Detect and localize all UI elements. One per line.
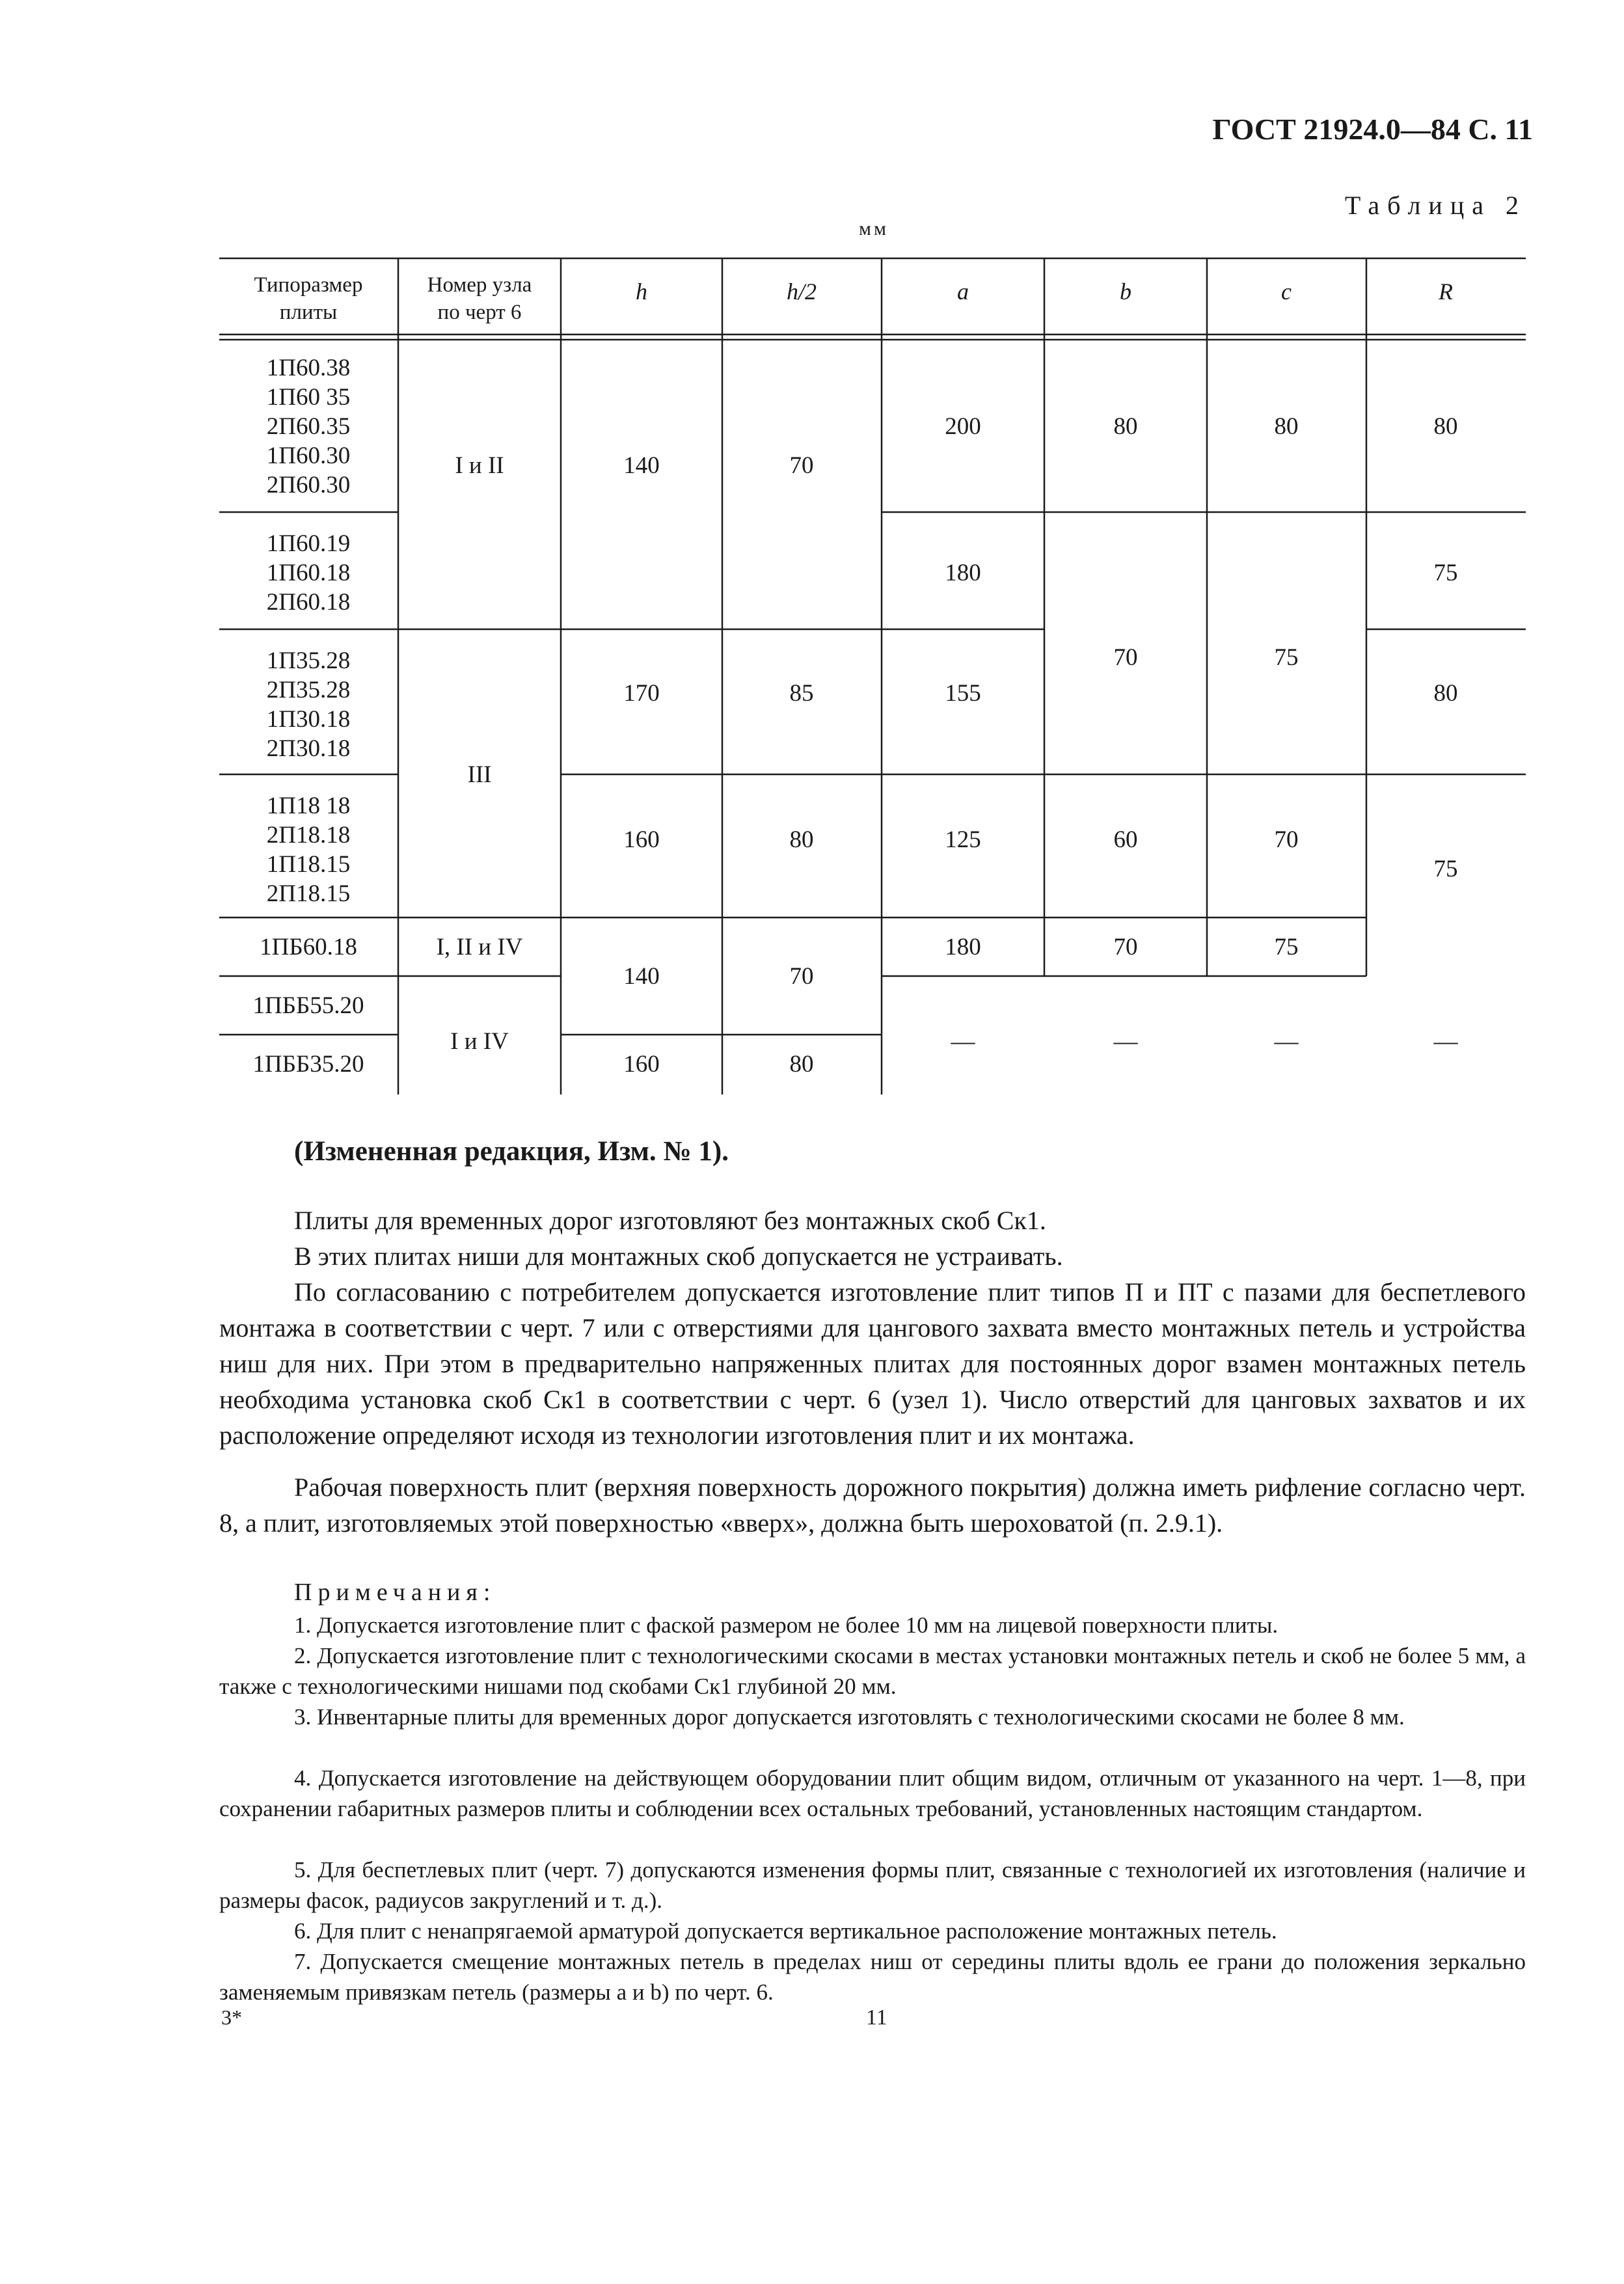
note-item: 5. Для беспетлевых плит (черт. 7) допускаются изменения формы плит, связанные с технологией их изготовления (наличие и размеры фасок, радиусов закруглений и т. д.). (219, 1857, 1526, 1913)
size-cell: 1П60.19 (266, 530, 351, 557)
size-cell: 1П30.18 (266, 706, 351, 733)
node-cell: III (467, 761, 492, 788)
header-col-a: a (957, 279, 969, 305)
h-cell: 160 (623, 1051, 660, 1078)
header-col-c: c (1281, 279, 1292, 305)
R-cell: 80 (1433, 413, 1458, 440)
size-cell: 1П60.18 (266, 560, 351, 586)
size-cell: 2П30.18 (266, 735, 351, 762)
size-cell: 1П18.15 (266, 851, 351, 878)
note-item: 2. Допускается изготовление плит с технологическими скосами в местах установки монтажных петель и скоб не более 5 мм, а также с технологическими нишами под скобами Ск1 глубиной 20 мм. (219, 1643, 1526, 1699)
size-cell: 2П35.28 (266, 677, 351, 703)
R-cell: 75 (1433, 856, 1458, 882)
size-cell: 1ПББ35.20 (252, 1051, 364, 1078)
size-cell: 2П60.18 (266, 589, 351, 616)
a-cell: 200 (945, 413, 981, 440)
size-cell: 1П35.28 (266, 647, 351, 674)
h2-cell: 80 (789, 826, 814, 853)
h-cell: 140 (623, 452, 660, 479)
size-cell: 2П60.30 (266, 472, 351, 498)
header-col-size-line1: Типоразмер (254, 273, 363, 297)
note-item: 4. Допускается изготовление на действующем оборудовании плит общим видом, отличным от указанного на черт. 1—8, при сохранении габаритных размеров плиты и соблюдении всех остальных требований, установленных настоящим стандартом. (219, 1765, 1526, 1821)
a-cell: 125 (945, 826, 981, 853)
node-cell: I и IV (450, 1028, 509, 1055)
table-unit: мм (859, 218, 889, 239)
page-header-title: ГОСТ 21924.0—84 С. 11 (1212, 113, 1533, 146)
note-item: 3. Инвентарные плиты для временных дорог допускается изготовлять с технологическими скосами не более 8 мм. (294, 1704, 1405, 1730)
header-col-node-line2: по черт 6 (437, 301, 522, 324)
header-col-node-line1: Номер узла (427, 273, 532, 297)
c-cell: 75 (1274, 644, 1299, 671)
size-cell: 2П60.35 (266, 413, 351, 440)
b-cell: 70 (1113, 644, 1138, 671)
h2-cell: 85 (789, 680, 814, 707)
a-cell: — (951, 1028, 975, 1055)
header-col-b: b (1120, 279, 1131, 305)
h2-cell: 70 (789, 963, 814, 990)
h-cell: 160 (623, 826, 660, 853)
header-col-R: R (1439, 279, 1453, 305)
b-cell: — (1113, 1028, 1138, 1055)
h-cell: 140 (623, 963, 660, 990)
table-2 (0, 0, 1624, 1119)
size-cell: 1П18 18 (266, 793, 351, 819)
table-caption: Таблица 2 (1344, 191, 1526, 220)
paragraph: По согласованию с потребителем допускается изготовление плит типов П и ПТ с пазами для беспетлевого монтажа в соответствии с черт. 7 или с отверстиями для цангового захвата вместо монтажных петель и устройства ниш для них. При этом в предварительно напряженных плитах для постоянных дорог взамен монтажных петель необходима установка скоб Ск1 в соответствии с черт. 6 (узел 1). Число отверстий для цанговых захватов и их расположение определяют исходя из технологии изготовления плит и их монтажа. (219, 1277, 1526, 1450)
header-col-h: h (636, 279, 647, 305)
notes-heading: Примечания: (294, 1579, 496, 1606)
R-cell: 80 (1433, 680, 1458, 707)
a-cell: 155 (945, 680, 981, 707)
paragraph: Рабочая поверхность плит (верхняя поверхность дорожного покрытия) должна иметь рифление согласно черт. 8, а плит, изготовляемых этой поверхностью «вверх», должна быть шероховатой (п. 2.9.1). (219, 1473, 1526, 1538)
c-cell: 70 (1274, 826, 1299, 853)
c-cell: 75 (1274, 934, 1299, 960)
size-cell: 1ПБ60.18 (260, 934, 357, 960)
note-item: 7. Допускается смещение монтажных петель в пределах ниш от середины плиты вдоль ее грани до положения зеркально заменяемым привязкам петель (размеры a и b) по черт. 6. (219, 1949, 1526, 2005)
note-item: 6. Для плит с ненапрягаемой арматурой допускается вертикальное расположение монтажных петель. (294, 1918, 1277, 1944)
size-cell: 1П60 35 (266, 384, 351, 411)
a-cell: 180 (945, 560, 981, 586)
header-col-size-line2: плиты (279, 301, 338, 324)
h2-cell: 70 (789, 452, 814, 479)
node-cell: I и II (455, 452, 504, 479)
size-cell: 1П60.30 (266, 442, 351, 469)
c-cell: — (1274, 1028, 1299, 1055)
R-cell: — (1433, 1028, 1458, 1055)
b-cell: 80 (1113, 413, 1138, 440)
footer-signature-mark: 3* (221, 2005, 242, 2029)
paragraph: В этих плитах ниши для монтажных скоб допускается не устраивать. (294, 1242, 1063, 1271)
size-cell: 2П18.15 (266, 880, 351, 907)
revision-note: (Измененная редакция, Изм. № 1). (294, 1136, 729, 1167)
a-cell: 180 (945, 934, 981, 960)
b-cell: 60 (1113, 826, 1138, 853)
paragraph: Плиты для временных дорог изготовляют без монтажных скоб Ск1. (294, 1206, 1046, 1235)
size-cell: 1ПББ55.20 (252, 992, 364, 1019)
R-cell: 75 (1433, 560, 1458, 586)
size-cell: 1П60.38 (266, 355, 351, 381)
note-item: 1. Допускается изготовление плит с фаской размером не более 10 мм на лицевой поверхности плиты. (294, 1612, 1279, 1638)
page-number: 11 (866, 2005, 887, 2030)
h-cell: 170 (623, 680, 660, 707)
size-cell: 2П18.18 (266, 822, 351, 849)
node-cell: I, II и IV (436, 934, 523, 960)
header-col-h2: h/2 (786, 279, 817, 305)
b-cell: 70 (1113, 934, 1138, 960)
h2-cell: 80 (789, 1051, 814, 1078)
c-cell: 80 (1274, 413, 1299, 440)
